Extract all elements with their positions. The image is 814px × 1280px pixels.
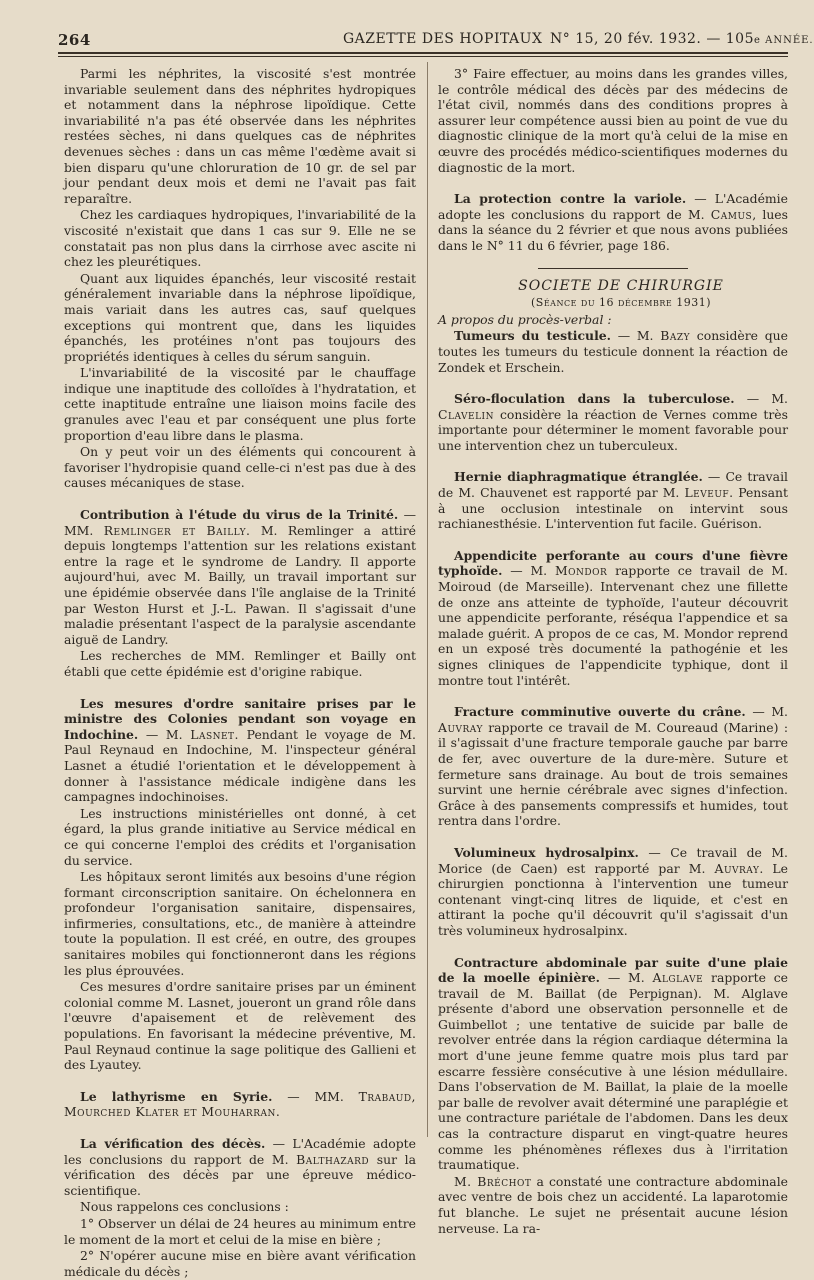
article-lathyrisme: Le lathyrisme en Syrie. — MM. Trabaud, Mourched Klater et Mouharran. [64, 1088, 416, 1120]
paragraph: 3° Faire effectuer, au moins dans les grandes villes, le contrôle médical des décès par des médecins de l'état civil, nommés dans des conditions propres à assurer leur compétence aussi bien au point de vue du diagnostic clinique de la mort qu'à celui de la mise en œuvre des procédés médico-scientifiques modernes du diagnostic de la mort. [438, 66, 788, 175]
article-hydrosalpinx: Volumineux hydrosalpinx. — Ce travail de M. Morice (de Caen) est rapporté par M. Auvray. Le chirurgien ponctionna à l'intervention une tumeur contenant vingt-cinq litres de liquide, et c'est en attirant la poche qu'il découvrit qu'il s'agissait d'un très volumineux hydrosalpinx. [438, 844, 788, 938]
proces-verbal-label: A propos du procès-verbal : [438, 311, 612, 327]
article-title: Fracture comminutive ouverte du crâne. [454, 704, 746, 720]
article-indochine: Les mesures d'ordre sanitaire prises par le ministre des Colonies pendant son voyage en Indochine. — M. Lasnet. Pendant le voyage de M. Paul Reynaud en Indochine, M. l'inspecteur général Lasnet a étudié l'orientation et le développement à donner à l'assistance médicale indigène dans les campagnes indochinoises. [64, 695, 416, 805]
paragraph: Chez les cardiaques hydropiques, l'invariabilité de la viscosité n'existait que dans 1 cas sur 9. Elle ne se constatait pas non plus dans la cirrhose avec ascite ni chez les pleurétiques. [64, 207, 416, 270]
article-authors: Mondor [554, 563, 608, 579]
article-appendicite: Appendicite perforante au cours d'une fièvre typhoïde. — M. Mondor rapporte ce travail de M. Moiroud (de Marseille). Intervenant chez une fillette de onze ans atteinte de typhoïde, l'auteur découvrit une appendicite perforante, réséqua l'appendice et sa malade guérit. A propos de ce cas, M. Mondor reprend en un exposé très documenté la pathogénie et les signes cliniques de l'appendicite typhique, dont il montre tout l'intérêt. [438, 547, 789, 688]
article-authors: Alglave [652, 970, 704, 986]
right-column [438, 66, 788, 1237]
article-title: La protection contre la variole. [454, 191, 687, 207]
page-header [58, 28, 814, 52]
paragraph: On y peut voir un des éléments qui concourent à favoriser l'hydropisie quand celle-ci n'est pas due à des causes mécaniques de stase. [64, 444, 416, 491]
paragraph: Quant aux liquides épanchés, leur viscosité restait généralement invariable dans la néphrose lipoïdique, mais variait dans les autres cas, sauf quelques exceptions qui montrent que, dans les liquides épanchés, les protéines n'ont pas toujours des propriétés identiques à celles du sérum sanguin. [64, 270, 416, 364]
paragraph: Les instructions ministérielles ont donné, à cet égard, la plus grande initiative au Service médical en ce qui concerne l'emploi des crédits et l'organisation du service. [64, 805, 416, 868]
article-sero: Séro-floculation dans la tuberculose. — M. Clavelin considère la réaction de Vernes comme très importante pour déterminer le moment favorable pour une intervention chez un tuberculeux. [438, 391, 788, 453]
paragraph: 2° N'opérer aucune mise en bière avant vérification médicale du décès ; [64, 1248, 416, 1279]
article-authors: Balthazard [296, 1151, 370, 1167]
article-authors: Lasnet. [190, 726, 239, 742]
article-title: Le lathyrisme en Syrie. [80, 1088, 273, 1104]
article-testicule: Tumeurs du testicule. — M. Bazy considère que toutes les tumeurs du testicule donnent la réaction de Zondek et Erschein. [438, 328, 788, 375]
article-contracture: Contracture abdominale par suite d'une plaie de la moelle épinière. — M. Alglave rapporte ce travail de M. Baillat (de Perpignan). M. Alglave présente d'abord une observation personnelle et de Guimbellot ; une tentative de suicide par balle de revolver entrée dans la région cardiaque détermina la mort d'une jeune femme quatre mois plus tard par escarre fessière consécutive à une lésion médullaire. Dans l'observation de M. Baillat, la plaie de la moelle par balle de revolver avait déterminé une paraplégie et une contracture pariétale de l'abdomen. Dans les deux cas la contracture disparut en vingt-quatre heures comme les phénomènes réflexes dus à l'irritation traumatique. [438, 954, 788, 1173]
article-authors: Auvray [438, 719, 483, 735]
article-title: Séro-floculation dans la tuberculose. [454, 391, 735, 407]
article-title: Hernie diaphragmatique étranglée. [454, 469, 703, 485]
section-rule [538, 268, 688, 269]
article-authors: Trabaud, Mourched Klater et Mouharran. [64, 1088, 416, 1120]
article-fracture: Fracture comminutive ouverte du crâne. — M. Auvray rapporte ce travail de M. Coureaud (Marine) : il s'agissait d'une fracture temporale gauche par barre de fer, avec ouverture de la dure-mère. Suture et fermeture sans drainage. Au bout de trois semaines survint une hernie cérébrale avec signes d'infection. Grâce à des pansements compressifs et humides, tout rentra dans l'ordre. [438, 704, 788, 829]
header-rule [58, 52, 788, 54]
column-divider [427, 62, 428, 1137]
article-hernie: Hernie diaphragmatique étranglée. — Ce travail de M. Chauvenet est rapporté par M. Leveuf. Pensant à une occlusion intestinale on intervint sous rachianesthésie. L'intervention fut facile. Guérison. [438, 469, 788, 532]
article-variole: La protection contre la variole. — L'Académie adopte les conclusions du rapport de M. Camus, lues dans la séance du 2 février et que nous avons publiées dans le N° 11 du 6 février, page 186. [438, 191, 789, 253]
article-authors: Bazy [660, 328, 691, 344]
paragraph: L'invariabilité de la viscosité par le chauffage indique une inaptitude des colloïdes à l'hydratation, et cette inaptitude entraîne une liaison moins facile des granules avec l'eau et par conséquent une plus forte proportion d'eau libre dans le plasma. [64, 365, 416, 443]
page-number: 264 [58, 31, 91, 49]
journal-title: GAZETTE DES HOPITAUX [343, 31, 543, 47]
article-title: Appendicite perforante au cours d'une fièvre typhoïde. [438, 547, 788, 579]
section-title: SOCIETE DE CHIRURGIE [518, 277, 724, 294]
paragraph: Les recherches de MM. Remlinger et Bailly ont établi que cette épidémie est d'origine rabique. [64, 648, 416, 679]
article-authors: Camus [710, 206, 753, 222]
article-authors: Remlinger et Bailly. [103, 522, 251, 538]
paragraph: M. Bréchot a constaté une contracture abdominale avec ventre de bois chez un accidenté. La laparotomie fut blanche. Le sujet ne présentait aucune lésion nerveuse. La ra- [438, 1173, 788, 1236]
header-rule-thin [58, 56, 788, 57]
article-title: Les mesures d'ordre sanitaire prises par le ministre des Colonies pendant son voyage en Indochine. [64, 695, 416, 742]
article-trinite: Contribution à l'étude du virus de la Trinité. — MM. Remlinger et Bailly. M. Remlinger a attiré depuis longtemps l'attention sur les relations existant entre la rage et le syndrome de Landry. Il apporte aujourd'hui, avec M. Bailly, un travail important sur une épidémie observée dans l'île anglaise de la Trinité par Weston Hurst et J.-L. Pawan. Il s'agissait d'une maladie présentant l'aspect de la paralysie ascendante aiguë de Landry. [64, 507, 416, 647]
paragraph: 1° Observer un délai de 24 heures au minimum entre le moment de la mort et celui de la mise en bière ; [64, 1215, 417, 1247]
article-title: Volumineux hydrosalpinx. [454, 844, 639, 860]
article-authors: Clavelin [438, 406, 494, 422]
article-verification: La vérification des décès. — L'Académie adopte les conclusions du rapport de M. Balthazard sur la vérification des décès par une épreuve médico-scientifique. [64, 1136, 416, 1198]
article-authors: Auvray [714, 860, 760, 876]
paragraph: Ces mesures d'ordre sanitaire prises par un éminent colonial comme M. Lasnet, joueront un grand rôle dans l'œuvre d'apaisement et de relèvement des populations. En favorisant la médecine préventive, M. Paul Reynaud continue la sage politique des Gallieni et des Lyautey. [64, 979, 416, 1073]
left-column [64, 66, 416, 1280]
paragraph: Parmi les néphrites, la viscosité s'est montrée invariable seulement dans des néphrites hydropiques et notamment dans la néphrose lipoïdique. Cette invariabilité n'a pas été observée dans les néphrites restées sèches, ni dans quelques cas de néphrites devenues sèches : dans un cas même l'œdème avait si bien disparu qu'une chloruration de 10 gr. de sel par jour pendant deux mois et demi ne l'avait pas fait reparaître. [64, 66, 416, 206]
paragraph: Les hôpitaux seront limités aux besoins d'une région formant circonscription sanitaire. On échelonnera en profondeur l'organisation sanitaire, dispensaires, infirmeries, consultations, etc., de manière à atteindre toute la population. Il est créé, en outre, des groupes sanitaires mobiles qui fonctionneront dans les régions les plus éprouvées. [64, 869, 416, 978]
article-title: Contracture abdominale par suite d'une plaie de la moelle épinière. [438, 954, 788, 986]
article-title: Tumeurs du testicule. [454, 328, 611, 344]
issue-info: N° 15, 20 fév. 1932. — 105e ANNÉE. [550, 31, 814, 47]
article-title: Contribution à l'étude du virus de la Trinité. [80, 507, 399, 523]
article-authors: M. Bréchot [454, 1173, 532, 1189]
section-subtitle: (Séance du 16 décembre 1931) [531, 296, 711, 310]
paragraph: Nous rappelons ces conclusions : [80, 1199, 289, 1215]
article-authors: Leveuf [684, 485, 730, 501]
article-title: La vérification des décès. [80, 1136, 266, 1151]
